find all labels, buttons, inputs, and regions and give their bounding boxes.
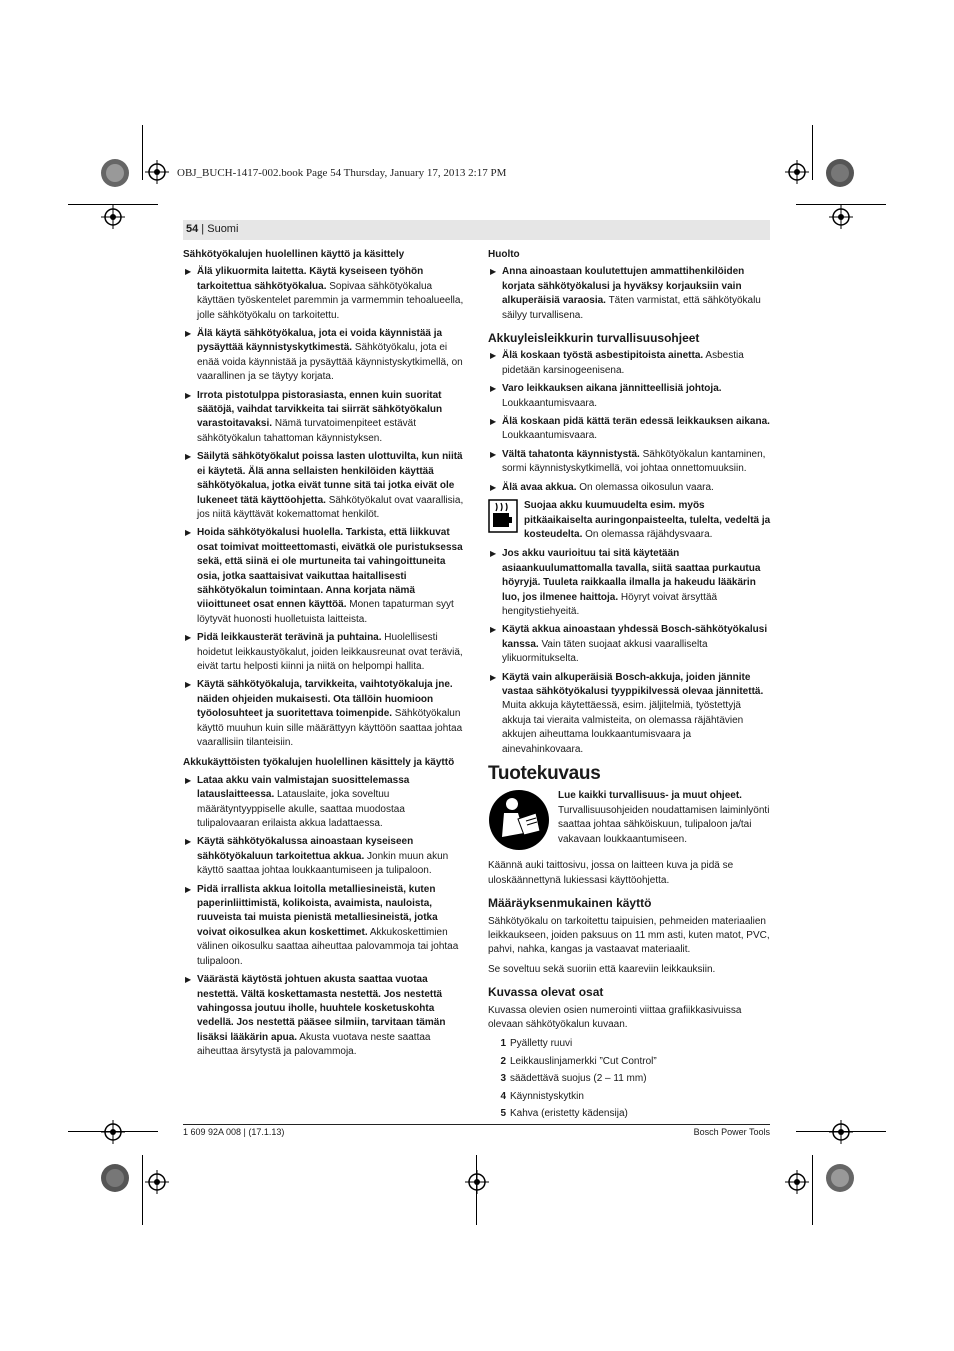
intended-use-text: Sähkötyökalu on tarkoitettu taipuisien, pehmeiden materiaalien leikkaukseen, joiden paksuus on 11 mm asti, kuten matot, PVC, pahvi, nahka, kangas ja vastaavat materiaalit.	[488, 915, 770, 956]
registration-target-icon	[825, 158, 855, 188]
crosshair-icon	[145, 1170, 169, 1194]
parts-list	[488, 1037, 771, 1121]
safety-item: ▶ Säilytä sähkötyökalut poissa lasten ulottuvilta, kun niitä ei käytetä. Älä anna sellaisten henkilöiden käyttää sähkötyökalua, jotka eivät tunne sitä tai jotka eivät ole lukeneet tätä käyttöohjetta. Sähkötyökalut ovat vaarallisia, jos niitä käyttävät kokemattomat henkilöt.	[183, 450, 467, 522]
page-number: 54	[186, 223, 199, 235]
safety-item: ▶ Käytä sähkötyökalussa ainoastaan kyseiseen sähkötyökaluun tarkoitettua akkua. Jonkin muun akun käyttö saattaa johtaa loukkaantumiseen ja tulipaloon.	[183, 835, 467, 878]
parts-intro: Kuvassa olevien osien numerointi viittaa grafiikkasivuissa olevaan sähkötyökalun kuvaan.	[488, 1004, 742, 1031]
safety-item: ▶ Älä avaa akkua. On olemassa oikosulun vaara.	[488, 481, 771, 495]
footer-doc-number: 1 609 92A 008 | (17.1.13)	[183, 1127, 285, 1137]
safety-item: ▶ Hoida sähkötyökalusi huolella. Tarkista, että liikkuvat osat toimivat moitteettomasti, eivätkä ole puristuksessa sekä, että siinä ei ole murtuneita tai vahingoittuneita osia, jotka saattaisivat vaikuttaa haitallisesti sähkötyökalun toimintaan. Anna korjata nämä viioittuneet osat ennen käyttöä. Monen tapaturman syyt löytyvät huonosti huolletuista laitteista.	[183, 526, 467, 627]
safety-item: ▶ Käytä vain alkuperäisiä Bosch-akkuja, joiden jännite vastaa sähkötyökalusi tyyppikilvessä olevaa jännitettä. Muita akkuja käytettäessä, esim. jäljitelmiä, työstettyjä akkuja tai vieraita valmisteita, on olemassa räjähtävien akkujen aiheuttama loukkaantumisvaara ja ainevahinkovaara.	[488, 671, 771, 757]
safety-item: ▶ Varo leikkauksen aikana jännitteellisiä johtoja. Loukkaantumisvaara.	[488, 382, 771, 411]
safety-item: ▶ Käytä akkua ainoastaan yhdessä Bosch-sähkötyökalusi kanssa. Vain täten suojaat akkusi vaaralliselta ylikuormitukselta.	[488, 623, 771, 666]
safety-item: ▶ Väärästä käytöstä johtuen akusta saattaa vuotaa nestettä. Vältä koskettamasta nestettä. Jos nestettä vahingossa joutuu iholle, huuhtele kosketuskohta vedellä. Jos nestettä pääsee silmiin, tarvitaan tämän lisäksi lääkärin apua. Akusta vuotava neste saattaa aiheuttaa ärsytystä ja palovammoja.	[183, 973, 467, 1059]
crosshair-icon	[465, 1170, 489, 1194]
section-heading: Akkukäyttöisten työkalujen huolellinen käsittely ja käyttö	[183, 757, 455, 769]
list-item: 1 Pyälletty ruuvi	[500, 1038, 573, 1050]
safety-item: ▶ Lataa akku vain valmistajan suosittelemassa latauslaitteessa. Latauslaite, joka soveltuu määrätyntyyppiselle akulle, saattaa muodostaa tulipalovaaran erilaista akkua ladattaessa.	[183, 774, 467, 832]
footer-divider	[183, 1124, 770, 1125]
section-name: Suomi	[207, 223, 239, 235]
fold-out-note: Käännä auki taittosivu, jossa on laitteen kuva ja pidä se uloskäännettynä lukiessasi käyttöohjetta.	[488, 860, 734, 886]
crosshair-icon	[785, 160, 809, 184]
list-item: 2 Leikkauslinjamerkki ”Cut Control”	[500, 1055, 657, 1067]
read-manual-icon	[488, 789, 550, 851]
registration-target-icon	[100, 1163, 130, 1193]
right-column	[488, 248, 771, 1125]
safety-item: ▶ Irrota pistotulppa pistorasiasta, ennen kuin suoritat säätöjä, vaihdat tarvikkeita tai siirrät sähkötyökalun varastoitavaksi. Nämä turvatoimenpiteet estävät sähkötyökalun tahattoman käynnistyksen.	[183, 389, 467, 447]
page-header: 54 | Suomi	[183, 220, 770, 240]
left-column	[183, 248, 467, 1064]
crosshair-icon	[101, 205, 125, 229]
safety-item: ▶ Pidä leikkausterät terävinä ja puhtaina. Huolellisesti hoidetut leikkaustyökalut, joiden leikkausreunat ovat teräviä, eivät tartu helposti kiinni ja niitä on helpompi hallita.	[183, 631, 467, 674]
safety-item: ▶ Pidä irrallista akkua loitolla metalliesineistä, kuten paperinliittimistä, kolikoista, avaimista, nauloista, ruuveista tai muista pienistä metalliesineistä, jotka voivat oikosulkea akun koskettimet. Akkukoskettimien välinen oikosulku saattaa aiheuttaa palovammoja tai johtaa tulipaloon.	[183, 883, 467, 969]
section-heading: Määräyksenmukainen käyttö	[488, 896, 652, 911]
registration-target-icon	[100, 158, 130, 188]
safety-item: ▶ Jos akku vaurioituu tai sitä käytetään asiaankuulumattomalla tavalla, siitä saattaa purkautua höyryjä. Tuuleta raikkaalla ilmalla ja hakeudu lääkärin luo, jos ilmenee haittoja. Höyryt voivat ärsyttää hengitystiehyeitä.	[488, 547, 771, 619]
safety-item: ▶ Anna ainoastaan koulutettujen ammattihenkilöiden korjata sähkötyökalusi ja hyväksy korjauksiin vain alkuperäisiä varaosia. Täten varmistat, että sähkötyökalu säilyy turvallisena.	[488, 265, 771, 323]
heat-warning: Suojaa akku kuumuudelta esim. myös pitkäaikaiselta auringonpaisteelta, tulelta, vedeltä ja kosteudelta. On olemassa räjähdysvaara.	[488, 499, 771, 542]
safety-item: ▶ Älä ylikuormita laitetta. Käytä kyseiseen työhön tarkoitettua sähkötyökalua. Sopivaa sähkötyökalua käyttäen työskentelet paremmin ja varmemmin tehoalueella, jolle sähkötyökalu on tarkoitettu.	[183, 265, 467, 323]
page-title: Tuotekuvaus	[488, 763, 601, 784]
safety-item: ▶ Vältä tahatonta käynnistystä. Sähkötyökalun kantaminen, sormi käynnistyskytkimellä, voi johtaa onnettomuuksiin.	[488, 448, 771, 477]
crosshair-icon	[829, 205, 853, 229]
section-heading: Akkuyleisleikkurin turvallisuusohjeet	[488, 331, 700, 346]
safety-item: ▶ Älä koskaan työstä asbestipitoista ainetta. Asbestia pidetään karsinogeenisena.	[488, 349, 771, 378]
crosshair-icon	[145, 160, 169, 184]
crosshair-icon	[101, 1120, 125, 1144]
safety-item: ▶ Älä koskaan pidä kättä terän edessä leikkauksen aikana. Loukkaantumisvaara.	[488, 415, 771, 444]
print-slug: OBJ_BUCH-1417-002.book Page 54 Thursday, January 17, 2013 2:17 PM	[177, 167, 507, 179]
section-heading: Sähkötyökalujen huolellinen käyttö ja käsittely	[183, 249, 405, 260]
list-item: 3 säädettävä suojus (2 – 11 mm)	[500, 1073, 647, 1085]
list-item: 5 Kahva (eristetty kädensija)	[500, 1108, 628, 1120]
registration-target-icon	[825, 1163, 855, 1193]
safety-item: ▶ Älä käytä sähkötyökalua, jota ei voida käynnistää ja pysäyttää käynnistyskytkimestä. Sähkötyökalu, jota ei enää voida käynnistää ja pysäyttää käynnistyskytkimellä, on vaarallinen ja se täytyy korjata.	[183, 327, 467, 385]
crosshair-icon	[829, 1120, 853, 1144]
read-instructions-notice: Lue kaikki turvallisuus- ja muut ohjeet. Turvallisuusohjeiden noudattamisen laiminlyönti saattaa johtaa sähköiskuun, tulipaloon ja/tai vakavaan loukkaantumiseen.	[488, 789, 771, 851]
list-item: 4 Käynnistyskytkin	[500, 1090, 584, 1102]
safety-item: ▶ Käytä sähkötyökaluja, tarvikkeita, vaihtotyökaluja jne. näiden ohjeiden mukaisesti. Ota tällöin huomioon työolosuhteet ja suoritettava toimenpide. Sähkötyökalun käyttö muuhun kuin sille määrättyyn käyttöön saattaa johtaa vaarallisiin tilanteisiin.	[183, 678, 467, 750]
intended-use-text: Se soveltuu sekä suoriin että kaareviin leikkauksiin.	[488, 963, 716, 975]
battery-heat-warning-icon	[488, 499, 518, 533]
crosshair-icon	[785, 1170, 809, 1194]
footer-brand: Bosch Power Tools	[693, 1127, 770, 1137]
section-heading: Kuvassa olevat osat	[488, 985, 604, 1000]
section-heading: Huolto	[488, 249, 520, 260]
